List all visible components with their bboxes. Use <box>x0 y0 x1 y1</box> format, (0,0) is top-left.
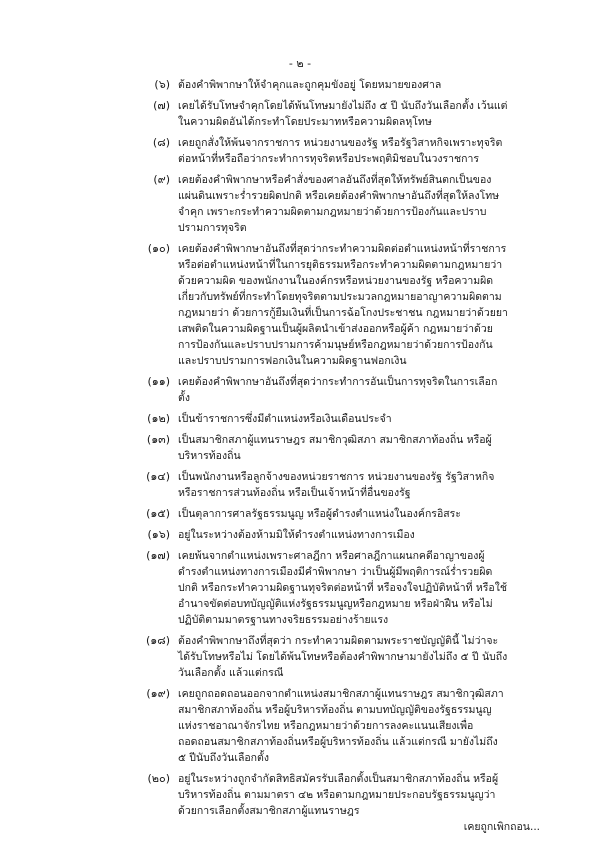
item-text: อยู่ในระหว่างต้องห้ามมิให้ดำรงตำแหน่งทางการเมือง <box>178 529 415 541</box>
item-text: เคยต้องคำพิพากษาอันถึงที่สุดว่ากระทำความผิดต่อตำแหน่งหน้าที่ราชการ หรือต่อตำแหน่งหน้าที่ในการยุติธรรมหรือกระทำความผิดตามกฎหมายว่าด้วยความผิด ของพนักงานในองค์กรหรือหน่วยงานของรัฐ หรือความผิดเกี่ยวกับทรัพย์ที่กระทำโดยทุจริตตามประมวลกฎหมายอาญาความผิดตามกฎหมายว่า ด้วยการกู้ยืมเงินที่เป็นการฉ้อโกงประชาชน กฎหมายว่าด้วยยาเสพติดในความผิดฐานเป็นผู้ผลิตนำเข้าส่งออกหรือผู้ค้า กฎหมายว่าด้วยการป้องกันและปราบปรามการค้ามนุษย์หรือกฎหมายว่าด้วยการป้องกันและปราบปรามการฟอกเงินในความผิดฐานฟอกเงิน <box>178 243 508 367</box>
disqualification-list <box>0 72 600 819</box>
list-item <box>0 548 600 628</box>
list-item <box>0 527 600 543</box>
list-item <box>0 506 600 522</box>
item-text: เคยพ้นจากตำแหน่งเพราะศาลฎีกา หรือศาลฎีกาแผนกคดีอาญาของผู้ดำรงตำแหน่งทางการเมืองมีคำพิพากษา ว่าเป็นผู้มีพฤติการณ์ร่ำรวยผิดปกติ หรือกระทำความผิดฐานทุจริตต่อหน้าที่ หรือจงใจปฏิบัติหน้าที่ หรือใช้อำนาจขัดต่อบทบัญญัติแห่งรัฐธรรมนูญหรือกฎหมาย หรือฝ่าฝืน หรือไม่ปฏิบัติตามมาตรฐานทางจริยธรรมอย่างร้ายแรง <box>178 550 507 626</box>
item-text: เคยถูกสั่งให้พ้นจากราชการ หน่วยงานของรัฐ หรือรัฐวิสาหกิจเพราะทุจริตต่อหน้าที่หรือถือว่ากระทำการทุจริตหรือประพฤติมิชอบในวงราชการ <box>178 137 503 165</box>
item-number: (๒๐) <box>147 772 170 785</box>
item-text: เคยถูกถอดถอนออกจากตำแหน่งสมาชิกสภาผู้แทนราษฎร สมาชิกวุฒิสภา สมาชิกสภาท้องถิ่น หรือผู้บริหารท้องถิ่น ตามบทบัญญัติของรัฐธรรมนูญแห่งราชอาณาจักรไทย หรือกฎหมายว่าด้วยการลงคะแนนเสียงเพื่อถอดถอนสมาชิกสภาท้องถิ่นหรือผู้บริหารท้องถิ่น แล้วแต่กรณี มายังไม่ถึง ๕ ปีนับถึงวันเลือกตั้ง <box>178 688 504 764</box>
item-number: (๖) <box>154 78 170 91</box>
item-text: อยู่ในระหว่างถูกจำกัดสิทธิสมัครรับเลือกตั้งเป็นสมาชิกสภาท้องถิ่น หรือผู้บริหารท้องถิ่น ตามมาตรา ๔๒ หรือตามกฎหมายประกอบรัฐธรรมนูญว่าด้วยการเลือกตั้งสมาชิกสภาผู้แทนราษฎร <box>178 773 499 817</box>
item-number: (๑๒) <box>147 412 170 425</box>
continuation-text: เคยถูกเพิกถอน... <box>463 821 540 833</box>
item-text: เป็นข้าราชการซึ่งมีตำแหน่งหรือเงินเดือนประจำ <box>178 413 392 425</box>
item-text: ต้องคำพิพากษาถึงที่สุดว่า กระทำความผิดตามพระราชบัญญัตินี้ ไม่ว่าจะได้รับโทษหรือไม่ โดยได้พ้นโทษหรือต้องคำพิพากษามายังไม่ถึง ๕ ปี นับถึงวันเลือกตั้ง แล้วแต่กรณี <box>178 635 508 679</box>
item-text: ต้องคำพิพากษาให้จำคุกและถูกคุมขังอยู่ โดยหมายของศาล <box>178 79 442 91</box>
item-number: (๘) <box>152 136 170 149</box>
item-number: (๑๖) <box>147 528 170 541</box>
list-item <box>0 411 600 427</box>
item-text: เป็นพนักงานหรือลูกจ้างของหน่วยราชการ หน่วยงานของรัฐ รัฐวิสาหกิจ หรือราชการส่วนท้องถิ่น หรือเป็นเจ้าหน้าที่อื่นของรัฐ <box>178 471 495 499</box>
item-number: (๑๕) <box>146 507 170 520</box>
item-number: (๑๘) <box>145 634 170 647</box>
list-item <box>0 432 600 464</box>
item-text: เป็นตุลาการศาลรัฐธรรมนูญ หรือผู้ดำรงตำแหน่งในองค์กรอิสระ <box>178 508 461 520</box>
item-number: (๑๓) <box>146 433 170 446</box>
item-number: (๑๗) <box>146 549 170 562</box>
list-item <box>0 135 600 167</box>
item-text: เคยต้องคำพิพากษาหรือคำสั่งของศาลอันถึงที่สุดให้ทรัพย์สินตกเป็นของแผ่นดินเพราะร่ำรวยผิดปกติ หรือเคยต้องคำพิพากษาอันถึงที่สุดให้ลงโทษจำคุก เพราะกระทำความผิดตามกฎหมายว่าด้วยการป้องกันและปราบปรามการทุจริต <box>178 174 500 234</box>
item-number: (๑๙) <box>146 687 170 700</box>
item-number: (๙) <box>153 173 170 186</box>
item-number: (๑๐) <box>147 242 170 255</box>
item-text: เคยได้รับโทษจำคุกโดยได้พ้นโทษมายังไม่ถึง ๕ ปี นับถึงวันเลือกตั้ง เว้นแต่ในความผิดอันได้กระทำโดยประมาทหรือความผิดลหุโทษ <box>178 100 508 128</box>
list-item <box>0 172 600 236</box>
list-item <box>0 77 600 93</box>
list-item <box>0 771 600 819</box>
list-item <box>0 241 600 369</box>
list-item <box>0 469 600 501</box>
item-text: เคยต้องคำพิพากษาอันถึงที่สุดว่ากระทำการอันเป็นการทุจริตในการเลือกตั้ง <box>178 376 498 404</box>
page-number: - ๒ - <box>288 57 312 70</box>
list-item <box>0 374 600 406</box>
item-number: (๑๔) <box>146 470 170 483</box>
list-item <box>0 686 600 766</box>
item-number: (๗) <box>153 99 170 112</box>
item-text: เป็นสมาชิกสภาผู้แทนราษฎร สมาชิกวุฒิสภา สมาชิกสภาท้องถิ่น หรือผู้บริหารท้องถิ่น <box>178 434 492 462</box>
item-number: (๑๑) <box>147 375 170 388</box>
list-item <box>0 633 600 681</box>
list-item <box>0 98 600 130</box>
